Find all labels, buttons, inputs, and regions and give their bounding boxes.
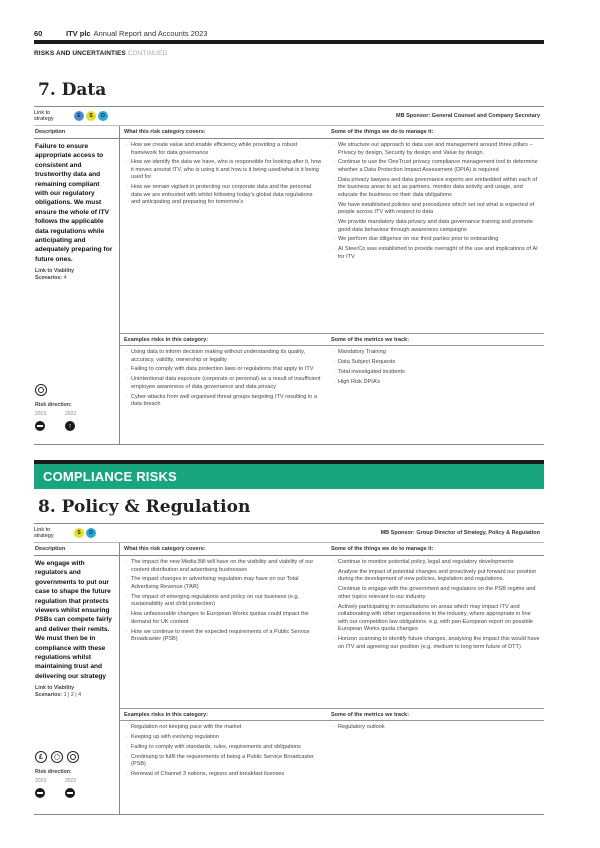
link-to-text: Link to bbox=[34, 109, 51, 116]
header-covers: What this risk category covers: bbox=[119, 543, 327, 556]
list-item: · Failing to comply with data protection laws or regulations that apply to ITV bbox=[126, 366, 322, 374]
list-item: · Actively participating in consultations on areas which may impact ITV and collaborating with other organisations in the industry, where appropriate in line with our competition law obligations. e.g. with pan-European report on possible European Works quota changes bbox=[333, 604, 540, 634]
viability-label: Link to Viability bbox=[35, 685, 75, 692]
examples-table bbox=[34, 721, 544, 815]
covers-cell bbox=[119, 556, 327, 708]
list-item: · The impact of emerging regulations and policy on our business (e.g. sustainability and child protection) bbox=[126, 594, 322, 609]
strategy-link-row bbox=[34, 523, 544, 543]
header-manage: Some of the things we do to manage it: bbox=[327, 543, 544, 556]
list-item: · We have established policies and procedures which set out what is expected of people across ITV with respect to data bbox=[333, 202, 540, 217]
list-item: · We structure our approach to data use and management around three pillars – Privacy by design, Security by design and Value by design. bbox=[333, 142, 540, 157]
year-prior: 2022 bbox=[65, 778, 77, 784]
header-examples: Examples risks in this category: bbox=[119, 333, 327, 346]
section-kicker bbox=[34, 50, 167, 57]
header-metrics: Some of the metrics we track: bbox=[327, 333, 544, 346]
scenarios-value: 4 bbox=[63, 275, 67, 282]
stable-icon bbox=[65, 788, 75, 798]
metrics-cell bbox=[327, 721, 544, 814]
year-current: 2023 bbox=[35, 411, 47, 417]
list-item: · How unfavourable changes to European Works quotas could impact the demand for UK content bbox=[126, 611, 322, 626]
years bbox=[35, 411, 95, 417]
list-item: · High Risk DPIA’s bbox=[333, 379, 540, 387]
risk-direction bbox=[35, 384, 95, 431]
list-item: · Regulation not keeping pace with the market bbox=[126, 724, 322, 732]
risk-title: 8. Policy & Regulation bbox=[38, 497, 251, 517]
header-description: Description bbox=[34, 126, 119, 139]
strategy-badge-s: S bbox=[86, 111, 96, 121]
manage-cell bbox=[327, 556, 544, 708]
list-item: · Continue to engage with the government and regulators on the PSB regime and other topics relevant to our industry bbox=[333, 586, 540, 601]
list-item: · The impact the new Media Bill will have on the visibility and viability of our content distribution and advertising businesses bbox=[126, 559, 322, 574]
risk-table bbox=[34, 543, 544, 708]
list-item: · Continuing to fulfil the requirements of being a Public Service Broadcaster (PSB) bbox=[126, 754, 322, 769]
list-item: · We perform due diligence on our third parties prior to onboarding bbox=[333, 236, 540, 244]
direction-icons bbox=[35, 421, 95, 431]
list-item: · Analyse the impact of potential changes and proactively put forward our position during the development of new policies, legislation and regulations. bbox=[333, 569, 540, 584]
strategy-badge-e: E bbox=[74, 111, 84, 121]
stable-icon bbox=[35, 421, 45, 431]
sub-header-row bbox=[34, 708, 544, 721]
list-item: · Regulatory outlook bbox=[333, 724, 540, 732]
list-item: · Horizon scanning to identify future changes, analysing the impact this would have on ITV and agreeing our position (e.g. medium to long term future of DTT) bbox=[333, 636, 540, 651]
list-item: · Unintentional data exposure (corporate or personal) as a result of insufficient employee awareness of data governance and data privacy bbox=[126, 376, 322, 391]
examples-table bbox=[34, 346, 544, 445]
strategy-text: strategy bbox=[34, 533, 54, 539]
description-cell bbox=[34, 139, 119, 333]
section-continued: CONTINUED bbox=[127, 50, 168, 57]
examples-cell bbox=[119, 346, 327, 444]
header-metrics: Some of the metrics we track: bbox=[327, 708, 544, 721]
scenarios-label: Scenarios: bbox=[35, 275, 63, 282]
examples-cell bbox=[119, 721, 327, 814]
description-cell bbox=[34, 556, 119, 708]
sub-header-row bbox=[34, 333, 544, 346]
page-header bbox=[34, 26, 544, 40]
list-item: · Total investigated incidents bbox=[333, 369, 540, 377]
category-icons bbox=[35, 751, 95, 763]
list-item: · Mandatory Training bbox=[333, 349, 540, 357]
list-item: · Continue to monitor potential policy, legal and regulatory developments bbox=[333, 559, 540, 567]
metrics-cell bbox=[327, 346, 544, 444]
compliance-risks-band: COMPLIANCE RISKS bbox=[34, 464, 544, 489]
manage-cell bbox=[327, 139, 544, 333]
risk-direction-cell bbox=[34, 721, 119, 814]
strategy-badge-o: O bbox=[98, 111, 108, 121]
header-manage: Some of the things we do to manage it: bbox=[327, 126, 544, 139]
list-item: · Cyber-attacks from well organised threat groups targeting ITV resulting in a data breach bbox=[126, 394, 322, 409]
list-item: · Keeping up with evolving regulation bbox=[126, 734, 322, 742]
link-to-strategy-label bbox=[34, 527, 74, 540]
strategy-link-row bbox=[34, 106, 544, 126]
brand-name: ITV plc bbox=[66, 28, 91, 38]
list-item: · Data privacy lawyers and data governance experts are embedded within each of the business areas to act as partners, monitor data activity and usage, and educate the business on their data obligations bbox=[333, 177, 540, 200]
covers-cell bbox=[119, 139, 327, 333]
arrow-up-icon: ↑ bbox=[65, 421, 75, 431]
strategy-badge-s: S bbox=[74, 528, 84, 538]
stable-icon bbox=[35, 788, 45, 798]
operational-icon bbox=[35, 384, 47, 396]
risk-description: Failure to ensure appropriate access to consistent and trustworthy data and remaining compliant with our regulatory obligations. We must ensure the whole of ITV follows the applicable data regulations while anticipating and adequately preparing for future ones. bbox=[35, 143, 113, 263]
mb-sponsor: MB Sponsor: Group Director of Strategy, Policy & Regulation bbox=[380, 530, 540, 536]
year-prior: 2022 bbox=[65, 411, 77, 417]
list-item: · Failing to comply with standards, rules, requirements and obligations bbox=[126, 744, 322, 752]
risk-direction-label: Risk direction: bbox=[35, 769, 72, 775]
list-item: · How we remain vigilant in protecting our corporate data and the personal data we are entrusted with whilst following today’s global data regulations and anticipating and preparing for tomorrow’s bbox=[126, 184, 322, 207]
link-to-strategy-label bbox=[34, 110, 74, 123]
risk-7-data bbox=[34, 80, 544, 445]
operational-icon bbox=[67, 751, 79, 763]
viability-label: Link to Viability bbox=[35, 268, 75, 275]
report-title: Annual Report and Accounts 2023 bbox=[93, 28, 208, 38]
category-icons bbox=[35, 384, 95, 396]
list-item: · We provide mandatory data privacy and data governance training and promote good data behaviour through awareness campaigns bbox=[333, 219, 540, 234]
header-rule bbox=[34, 40, 544, 44]
risk-title: 7. Data bbox=[38, 80, 107, 100]
viability-link bbox=[35, 685, 113, 699]
list-item: · How we create value and enable efficiency while providing a robust framework for data governance bbox=[126, 142, 322, 157]
strategy-text: strategy bbox=[34, 116, 54, 122]
strategy-badge-o: O bbox=[86, 528, 96, 538]
risk-direction-cell bbox=[34, 346, 119, 444]
years bbox=[35, 778, 95, 784]
financial-icon: £ bbox=[35, 751, 47, 763]
risk-8-policy-regulation bbox=[34, 497, 544, 815]
gear-icon bbox=[51, 751, 63, 763]
risk-description: We engage with regulators and governments to put our case to shape the future regulation that protects viewers whilst ensuring PSBs can compete fairly and deliver their remits. We must then be in compliance with these regulations whilst maintaining trust and delivering our strategy bbox=[35, 560, 112, 680]
list-item: · Continue to use the OneTrust privacy compliance management tool to determine whether a Data Protection Impact Assessment (DPIA) is required bbox=[333, 159, 540, 174]
list-item: · AI SteerCo was established to provide oversight of the use and implications of AI for ITV bbox=[333, 246, 540, 261]
mb-sponsor: MB Sponsor: General Counsel and Company Secretary bbox=[396, 113, 540, 119]
link-to-text: Link to bbox=[34, 526, 51, 533]
year-current: 2023 bbox=[35, 778, 47, 784]
risk-table bbox=[34, 126, 544, 333]
header-covers: What this risk category covers: bbox=[119, 126, 327, 139]
risk-direction-label: Risk direction: bbox=[35, 402, 72, 408]
page-number: 60 bbox=[34, 28, 43, 38]
direction-icons bbox=[35, 788, 95, 798]
list-item: · Data Subject Requests bbox=[333, 359, 540, 367]
list-item: · Renewal of Channel 3 nations, regions and breakfast licenses bbox=[126, 771, 322, 779]
section-name: RISKS AND UNCERTAINTIES bbox=[34, 50, 126, 57]
risk-direction bbox=[35, 751, 95, 798]
list-item: · The impact changes in advertising regulation may have on our Total Advertising Revenue (TAR) bbox=[126, 576, 322, 591]
header-examples: Examples risks in this category: bbox=[119, 708, 327, 721]
list-item: · How we identify the data we have, who is responsible for looking after it, how it moves around ITV, who is using it and how is it being used/what is it being used for bbox=[126, 159, 322, 182]
list-item: · How we continue to meet the expected requirements of a Public Service Broadcaster (PSB) bbox=[126, 629, 322, 644]
viability-link bbox=[35, 268, 113, 282]
header-description: Description bbox=[34, 543, 119, 556]
scenarios-value: 1 | 2 | 4 bbox=[63, 692, 82, 699]
list-item: · Using data to inform decision making without understanding its quality, accuracy, validity, ownership or legality bbox=[126, 349, 322, 364]
scenarios-label: Scenarios: bbox=[35, 692, 63, 699]
